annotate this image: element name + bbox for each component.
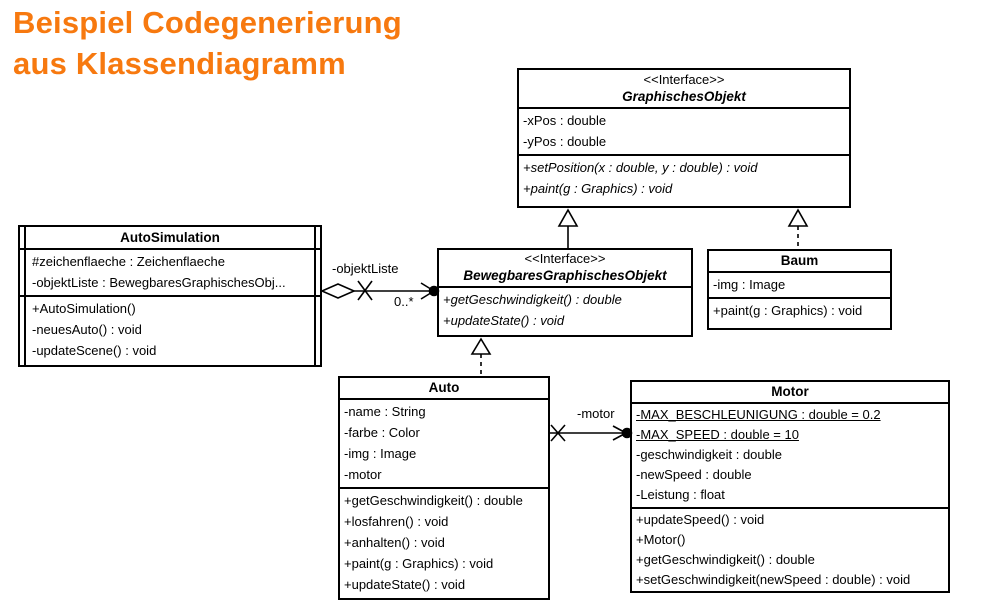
class-header (709, 251, 890, 271)
class-header (20, 227, 320, 248)
association-label-objektliste: -objektListe (332, 261, 399, 276)
attribute-row: -yPos : double (523, 134, 607, 149)
realization-auto-to-bewegbares (472, 339, 490, 376)
method-row: -neuesAuto() : void (32, 322, 142, 337)
static-attribute-row: -MAX_BESCHLEUNIGUNG : double = 0.2 (636, 407, 881, 422)
multiplicity-label: 0..* (394, 294, 414, 309)
stereotype-label: <<Interface>> (643, 72, 725, 87)
class-box-baum (707, 249, 892, 330)
methods-compartment (632, 507, 948, 592)
attribute-row: -xPos : double (523, 113, 607, 128)
class-name: AutoSimulation (120, 230, 220, 245)
class-name: Motor (771, 384, 809, 399)
class-name: Baum (780, 253, 819, 268)
attribute-row: -img : Image (713, 277, 786, 292)
open-arrowhead (421, 283, 434, 291)
attribute-row: -img : Image (344, 446, 417, 461)
method-row: +setPosition(x : double, y : double) : void (523, 160, 758, 175)
aggregation-diamond (322, 284, 354, 298)
class-name: BewegbaresGraphischesObjekt (463, 268, 667, 283)
realization-baum-to-graphischesobjekt (789, 210, 807, 249)
class-name: Auto (428, 380, 460, 395)
method-row: -updateScene() : void (32, 343, 157, 358)
methods-compartment (20, 295, 320, 365)
page-title-line2: aus Klassendiagramm (13, 46, 346, 81)
method-row: +getGeschwindigkeit() : double (636, 552, 815, 567)
attributes-compartment (632, 402, 948, 507)
non-navigable-x (551, 425, 565, 441)
method-row: +getGeschwindigkeit() : double (344, 493, 523, 508)
method-row: +paint(g : Graphics) : void (344, 556, 494, 571)
method-row: +getGeschwindigkeit() : double (443, 292, 622, 307)
open-arrowhead (613, 426, 626, 433)
methods-compartment (519, 154, 849, 206)
method-row: +anhalten() : void (344, 535, 445, 550)
class-header (632, 382, 948, 402)
attribute-row: -objektListe : BewegbaresGraphischesObj... (32, 275, 286, 290)
generalization-bewegbares-to-graphischesobjekt (559, 210, 577, 248)
attribute-row: -motor (344, 467, 382, 482)
class-header (340, 378, 548, 398)
methods-compartment (709, 297, 890, 328)
attributes-compartment (20, 248, 320, 295)
method-row: +setGeschwindigkeit(newSpeed : double) : void (636, 572, 911, 587)
class-box-bewegbaresgraphischesobjekt (437, 248, 693, 337)
attribute-row: -newSpeed : double (636, 467, 752, 482)
class-box-autosimulation (18, 225, 322, 367)
class-box-graphischesobjekt (517, 68, 851, 208)
method-row: +paint(g : Graphics) : void (523, 181, 673, 196)
class-name: GraphischesObjekt (622, 89, 746, 104)
attribute-row: #zeichenflaeche : Zeichenflaeche (32, 254, 225, 269)
aggregation-autosimulation-objektliste (322, 281, 439, 300)
method-row: +losfahren() : void (344, 514, 449, 529)
methods-compartment (439, 286, 691, 335)
class-header (439, 250, 691, 286)
class-box-motor (630, 380, 950, 593)
active-class-side-line (314, 227, 316, 365)
attribute-row: -geschwindigkeit : double (636, 447, 782, 462)
association-auto-motor (550, 425, 632, 441)
page-title-line1: Beispiel Codegenerierung (13, 5, 402, 40)
method-row: +Motor() (636, 532, 686, 547)
method-row: +AutoSimulation() (32, 301, 136, 316)
association-label-motor: -motor (577, 406, 615, 421)
attribute-row: -farbe : Color (344, 425, 420, 440)
attributes-compartment (519, 107, 849, 154)
page-title (13, 2, 402, 84)
non-navigable-x (358, 281, 372, 300)
class-box-auto (338, 376, 550, 600)
class-header (519, 70, 849, 107)
attributes-compartment (709, 271, 890, 297)
stereotype-label: <<Interface>> (524, 251, 606, 266)
static-attribute-row: -MAX_SPEED : double = 10 (636, 427, 799, 442)
attributes-compartment (340, 398, 548, 487)
method-row: +paint(g : Graphics) : void (713, 303, 863, 318)
method-row: +updateState() : void (344, 577, 466, 592)
attribute-row: -Leistung : float (636, 487, 725, 502)
methods-compartment (340, 487, 548, 598)
method-row: +updateState() : void (443, 313, 565, 328)
attribute-row: -name : String (344, 404, 426, 419)
active-class-side-line (24, 227, 26, 365)
method-row: +updateSpeed() : void (636, 512, 765, 527)
